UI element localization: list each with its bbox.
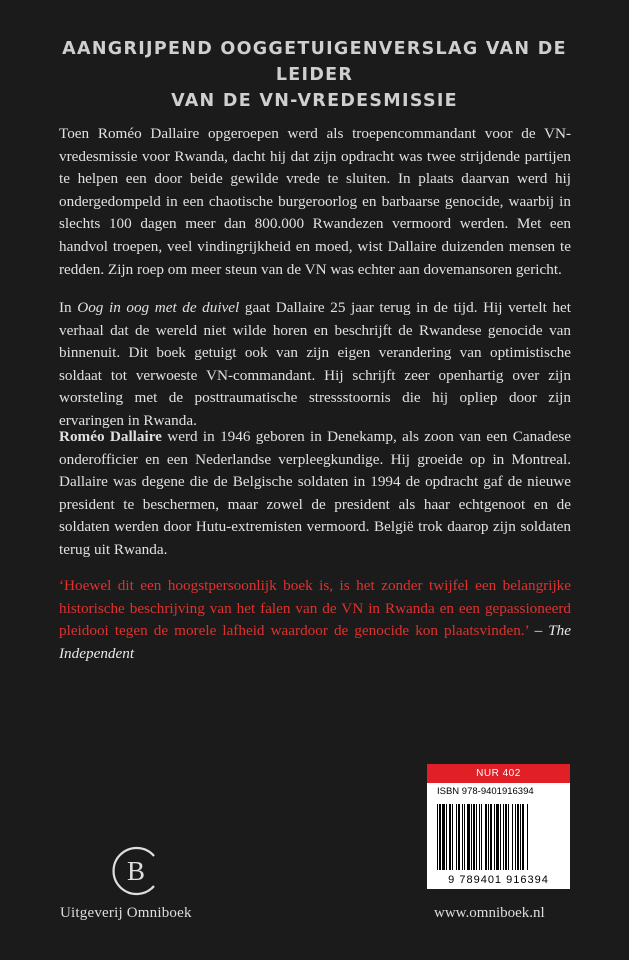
p2-rest: gaat Dallaire 25 jaar terug in de tijd. Hij vertelt het verhaal dat de wereld niet wilde horen en beschrijft de Rwandese genocide van binnenuit. Dit boek getuigt ook van zijn eigen verandering van optimistische soldaat tot verwoeste VN-commandant. Hij schrijft zeer openhartig over zijn worsteling met de posttraumatische stressstoornis die hij opliep door zijn ervaringen in Rwanda. [59, 299, 571, 429]
publisher-name: Uitgeverij Omniboek [60, 905, 192, 921]
barcode-bar [473, 804, 475, 870]
isbn-label: ISBN 978-9401916394 [437, 786, 534, 797]
book-title: Oog in oog met de duivel [77, 299, 240, 316]
headline-line-2: VAN DE VN-VREDESMISSIE [171, 91, 458, 111]
barcode-bar [471, 804, 472, 870]
quote-source: The Independent [59, 622, 571, 662]
barcode-icon [435, 804, 563, 876]
back-cover-headline [40, 36, 589, 114]
barcode-bar [462, 804, 463, 870]
author-bio-paragraph [59, 426, 571, 562]
barcode-bar [446, 804, 447, 870]
barcode-bar [515, 804, 516, 870]
p2-prefix: In [59, 299, 78, 316]
barcode-digits: 9 789401 916394 [448, 874, 549, 886]
quote-dash: – [528, 622, 549, 640]
barcode-bar [458, 804, 460, 870]
barcode-bar [488, 804, 489, 870]
barcode-bar [449, 804, 451, 870]
nur-label: NUR 402 [427, 764, 570, 783]
barcode-bar [467, 804, 470, 870]
barcode-bar [479, 804, 480, 870]
barcode-bar [476, 804, 477, 870]
barcode-bar [522, 804, 524, 870]
barcode-bar [437, 804, 438, 870]
barcode-bar [508, 804, 509, 870]
barcode-bar [481, 804, 482, 870]
barcode-bar [464, 804, 465, 870]
barcode-bar [512, 804, 513, 870]
barcode-bar [505, 804, 507, 870]
book-paragraph [59, 297, 571, 433]
publisher-logo-icon [108, 843, 164, 899]
author-bio-text: werd in 1946 geboren in Denekamp, als zoon van een Canadese onderofficier en een Nederlandse verpleegkundige. Hij groeide op in Montreal. Dallaire was degene die de Belgische soldaten in 1994 de opdracht gaf de nieuwe president te beschermen, maar zowel de president als haar echtgenoot en de soldaten werden door Hutu-extremisten vermoord. België trok daarop zijn soldaten terug uit Rwanda. [59, 428, 571, 558]
summary-paragraph: Toen Roméo Dallaire opgeroepen werd als troepencommandant voor de VN-vredesmissie voor Rwanda, dacht hij dat zijn opdracht was twee strijdende partijen te helpen een door beide gewilde vrede te sluiten. In plaats daarvan werd hij ondergedompeld in een chaotische burgeroorlog en barbaarse genocide, waarbij in slechts 100 dagen meer dan 800.000 Rwandezen vermoord werden. Met een handvol troepen, veel vindingrijkheid en moed, wist Dallaire duizenden mensen te redden. Zijn roep om meer steun van de VN was echter aan dovemansoren gericht. [59, 125, 571, 278]
barcode-bar [496, 804, 499, 870]
barcode-bar [500, 804, 501, 870]
barcode-bar [527, 804, 528, 870]
barcode-bar [517, 804, 519, 870]
author-name: Roméo Dallaire [59, 428, 162, 445]
review-quote [59, 575, 571, 665]
barcode-bar [439, 804, 441, 870]
headline-line-1: AANGRIJPEND OOGGETUIGENVERSLAG VAN DE LEIDER [62, 39, 567, 85]
logo-letter: B [126, 856, 146, 886]
barcode-bar [485, 804, 487, 870]
barcode-bar [503, 804, 504, 870]
barcode-bar [452, 804, 453, 870]
barcode-bar [494, 804, 495, 870]
publisher-website: www.omniboek.nl [434, 905, 545, 921]
barcode-bar [520, 804, 521, 870]
barcode-bar [490, 804, 492, 870]
barcode-panel [427, 764, 570, 889]
barcode-bar [456, 804, 457, 870]
quote-text: ‘Hoewel dit een hoogstpersoonlijk boek is, is het zonder twijfel een belangrijke historische beschrijving van het falen van de VN in Rwanda en een gepassioneerd pleidooi tegen de morele lafheid waardoor de genocide kon plaatsvinden.’ [59, 577, 571, 640]
barcode-bar [442, 804, 445, 870]
